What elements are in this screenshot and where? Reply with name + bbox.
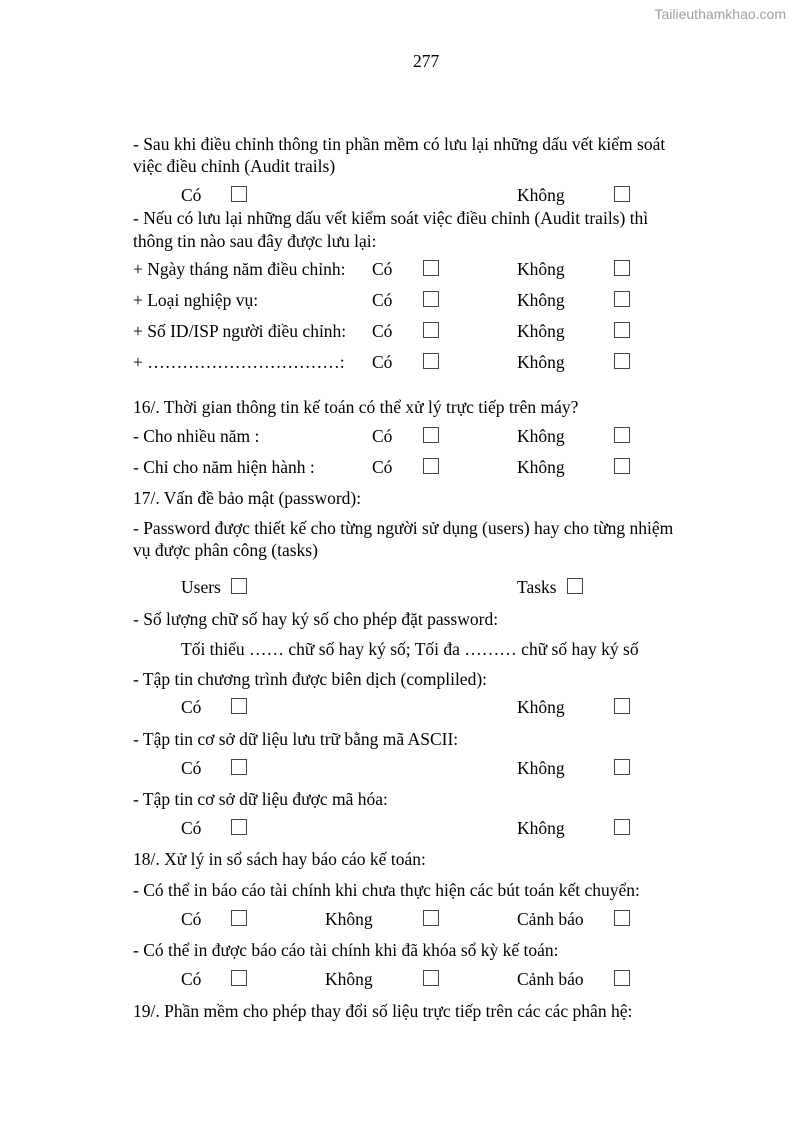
checkbox-tasks[interactable] xyxy=(567,578,583,594)
option-label: Có xyxy=(181,969,202,989)
option-label: Không xyxy=(517,259,565,279)
checkbox-no[interactable] xyxy=(614,698,630,714)
checkbox-users[interactable] xyxy=(231,578,247,594)
option-label: Không xyxy=(517,697,565,717)
question-text: - Password được thiết kế cho từng người sử dụng (users) hay cho từng nhiệm xyxy=(133,518,674,538)
option-label: Có xyxy=(181,909,202,929)
option-label: Không xyxy=(517,818,565,838)
checkbox-yes[interactable] xyxy=(231,698,247,714)
option-label: Có xyxy=(181,697,202,717)
question-text: - Nếu có lưu lại những dấu vết kiểm soát việc điều chỉnh (Audit trails) thì xyxy=(133,208,649,228)
option-label: Users xyxy=(181,577,221,597)
section-title: 18/. Xử lý in sổ sách hay báo cáo kế toán: xyxy=(133,849,426,869)
checkbox-yes[interactable] xyxy=(231,819,247,835)
checkbox-yes[interactable] xyxy=(423,427,439,443)
question-text: - Số lượng chữ số hay ký số cho phép đặt password: xyxy=(133,609,499,629)
option-label: Tasks xyxy=(517,577,557,597)
checkbox-yes[interactable] xyxy=(231,186,247,202)
option-label: Có xyxy=(372,259,393,279)
row-label: - Chỉ cho năm hiện hành : xyxy=(133,457,315,477)
option-label: Không xyxy=(517,321,565,341)
question-text: thông tin nào sau đây được lưu lại: xyxy=(133,231,377,251)
row-label: + ……………………………: xyxy=(133,352,345,372)
row-label: + Ngày tháng năm điều chỉnh: xyxy=(133,259,346,279)
question-text: - Sau khi điều chỉnh thông tin phần mềm có lưu lại những dấu vết kiểm soát xyxy=(133,134,666,154)
option-label: Không xyxy=(517,426,565,446)
checkbox-yes[interactable] xyxy=(423,353,439,369)
checkbox-yes[interactable] xyxy=(423,291,439,307)
checkbox-no[interactable] xyxy=(614,458,630,474)
option-label: Không xyxy=(517,185,565,205)
option-label: Không xyxy=(517,457,565,477)
question-text: - Có thể in báo cáo tài chính khi chưa thực hiện các bút toán kết chuyển: xyxy=(133,880,640,900)
checkbox-no[interactable] xyxy=(614,759,630,775)
option-label: Có xyxy=(372,321,393,341)
checkbox-yes[interactable] xyxy=(231,970,247,986)
checkbox-yes[interactable] xyxy=(423,458,439,474)
checkbox-no[interactable] xyxy=(614,291,630,307)
checkbox-no[interactable] xyxy=(614,427,630,443)
option-label: Cảnh báo xyxy=(517,969,584,989)
option-label: Không xyxy=(517,758,565,778)
row-label: + Số ID/ISP người điều chỉnh: xyxy=(133,321,347,341)
option-label: Có xyxy=(372,457,393,477)
option-label: Có xyxy=(181,185,202,205)
checkbox-warning[interactable] xyxy=(614,910,630,926)
checkbox-warning[interactable] xyxy=(614,970,630,986)
watermark: Tailieuthamkhao.com xyxy=(654,6,786,22)
option-label: Có xyxy=(181,758,202,778)
option-label: Không xyxy=(325,969,373,989)
checkbox-no[interactable] xyxy=(614,353,630,369)
row-label: - Cho nhiều năm : xyxy=(133,426,260,446)
checkbox-no[interactable] xyxy=(614,260,630,276)
checkbox-no[interactable] xyxy=(614,186,630,202)
row-label: + Loại nghiệp vụ: xyxy=(133,290,259,310)
checkbox-yes[interactable] xyxy=(231,910,247,926)
section-title: 17/. Vấn đề bảo mật (password): xyxy=(133,488,362,508)
checkbox-yes[interactable] xyxy=(423,322,439,338)
question-text: - Tập tin cơ sở dữ liệu lưu trữ bằng mã ASCII: xyxy=(133,729,459,749)
question-text: việc điều chỉnh (Audit trails) xyxy=(133,156,336,176)
option-label: Cảnh báo xyxy=(517,909,584,929)
section-title: 16/. Thời gian thông tin kế toán có thể xử lý trực tiếp trên máy? xyxy=(133,397,579,417)
option-label: Không xyxy=(517,352,565,372)
checkbox-no[interactable] xyxy=(423,910,439,926)
option-label: Không xyxy=(517,290,565,310)
checkbox-yes[interactable] xyxy=(231,759,247,775)
checkbox-no[interactable] xyxy=(614,819,630,835)
page-number: 277 xyxy=(413,51,440,71)
question-text: vụ được phân công (tasks) xyxy=(133,540,318,560)
answer-text: Tối thiểu …… chữ số hay ký số; Tối đa ……… chữ số hay ký số xyxy=(181,639,639,659)
option-label: Không xyxy=(325,909,373,929)
question-text: - Tập tin cơ sở dữ liệu được mã hóa: xyxy=(133,789,388,809)
checkbox-no[interactable] xyxy=(614,322,630,338)
option-label: Có xyxy=(181,818,202,838)
section-title: 19/. Phần mềm cho phép thay đổi số liệu trực tiếp trên các các phân hệ: xyxy=(133,1001,633,1021)
option-label: Có xyxy=(372,290,393,310)
question-text: - Có thể in được báo cáo tài chính khi đã khóa sổ kỳ kế toán: xyxy=(133,940,559,960)
option-label: Có xyxy=(372,426,393,446)
question-text: - Tập tin chương trình được biên dịch (compliled): xyxy=(133,669,488,689)
option-label: Có xyxy=(372,352,393,372)
checkbox-no[interactable] xyxy=(423,970,439,986)
checkbox-yes[interactable] xyxy=(423,260,439,276)
